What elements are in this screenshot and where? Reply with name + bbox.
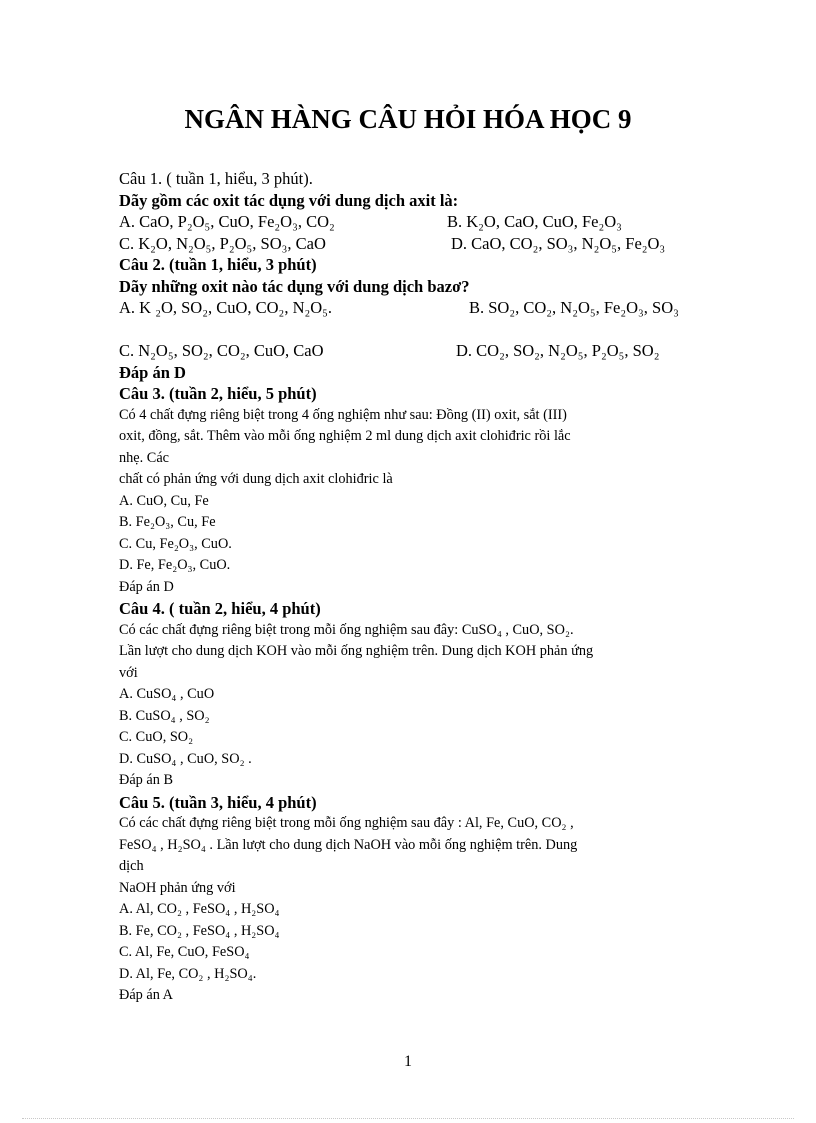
q3-answer: Đáp án D [119, 578, 174, 595]
q1-prompt: Dãy gồm các oxit tác dụng với dung dịch axit là: [119, 190, 459, 210]
q2-option-a: A. K ₂O, SO₂, CuO, CO₂, N₂O₅. [119, 298, 333, 317]
q2-answer: Đáp án D [119, 362, 186, 382]
q4-body-line: với [119, 664, 138, 681]
q4-option-a: A. CuSO₄ , CuO [119, 686, 215, 702]
q5-option-b: B. Fe, CO₂ , FeSO₄ , H₂SO₄ [119, 922, 280, 939]
q4-header: Câu 4. ( tuần 2, hiểu, 4 phút) [119, 599, 321, 618]
q3-body-line: Có 4 chất đựng riêng biệt trong 4 ống nghiệm như sau: Đồng (II) oxit, sắt (III) [119, 406, 567, 423]
q4-option-d: D. CuSO₄ , CuO, SO₂ . [119, 750, 252, 767]
q1-header: Câu 1. ( tuần 1, hiểu, 3 phút). [119, 169, 313, 188]
q2-header: Câu 2. (tuần 1, hiểu, 3 phút) [119, 255, 317, 274]
q4-body-line: Lần lượt cho dung dịch KOH vào mỗi ống nghiệm trên. Dung dịch KOH phản ứng [119, 643, 594, 659]
q4-body-line: Có các chất đựng riêng biệt trong mỗi ống nghiệm sau đây: CuSO₄ , CuO, SO₂. [119, 621, 574, 638]
page-number: 1 [404, 1053, 412, 1070]
q2-option-b-wrap [119, 319, 719, 341]
q2-prompt: Dãy những oxit nào tác dụng với dung dịch bazơ? [119, 276, 470, 296]
q3-header: Câu 3. (tuần 2, hiểu, 5 phút) [119, 384, 317, 403]
q1-option-b: B. K₂O, CaO, CuO, Fe₂O₃ [447, 212, 622, 231]
q4-answer: Đáp án B [119, 772, 173, 788]
q1-option-d: D. CaO, CO₂, SO₃, N₂O₅, Fe₂O₃ [451, 233, 666, 253]
page-edge-divider [22, 1118, 794, 1119]
q3-body-line: oxit, đồng, sắt. Thêm vào mỗi ống nghiệm 2 ml dung dịch axit clohiđric rồi lắc [119, 428, 571, 444]
q5-body-line: FeSO₄ , H₂SO₄ . Lần lượt cho dung dịch NaOH vào mỗi ống nghiệm trên. Dung [119, 836, 578, 853]
q1-option-c: C. K₂O, N₂O₅, P₂O₅, SO₃, CaO [119, 233, 326, 253]
q2-options-row1 [119, 297, 719, 319]
q1-options-row2 [119, 233, 719, 255]
q5-option-d: D. Al, Fe, CO₂ , H₂SO₄. [119, 965, 257, 982]
q5-body-line: NaOH phản ứng với [119, 879, 236, 896]
q5-header: Câu 5. (tuần 3, hiểu, 4 phút) [119, 792, 317, 812]
q5-option-a: A. Al, CO₂ , FeSO₄ , H₂SO₄ [119, 901, 280, 917]
q3-option-a: A. CuO, Cu, Fe [119, 492, 209, 509]
q5-option-c: C. Al, Fe, CuO, FeSO₄ [119, 944, 250, 960]
q2-option-b: B. SO₂, CO₂, N₂O₅, Fe₂O₃, SO₃ [469, 298, 679, 317]
q5-answer: Đáp án A [119, 987, 173, 1003]
q2-option-d: D. CO₂, SO₂, N₂O₅, P₂O₅, SO₂ [456, 341, 660, 360]
page-title: NGÂN HÀNG CÂU HỎI HÓA HỌC 9 [184, 104, 632, 134]
q2-option-c: C. N₂O₅, SO₂, CO₂, CuO, CaO [119, 341, 324, 360]
q3-body-line: chất có phản ứng với dung dịch axit clohiđric là [119, 471, 393, 487]
q4-option-b: B. CuSO₄ , SO₂ [119, 707, 210, 724]
q4-option-c: C. CuO, SO₂ [119, 729, 194, 745]
q3-option-b: B. Fe₂O₃, Cu, Fe [119, 514, 216, 530]
q5-body-line: dịch [119, 858, 144, 874]
q2-options-row2 [119, 340, 719, 362]
q3-option-c: C. Cu, Fe₂O₃, CuO. [119, 535, 232, 552]
q5-body-line: Có các chất đựng riêng biệt trong mỗi ống nghiệm sau đây : Al, Fe, CuO, CO₂ , [119, 815, 574, 831]
q1-option-a: A. CaO, P₂O₅, CuO, Fe₂O₃, CO₂ [119, 212, 335, 231]
q3-option-d: D. Fe, Fe₂O₃, CuO. [119, 557, 231, 573]
question-bank [119, 168, 719, 1007]
q3-body-line: nhẹ. Các [119, 449, 170, 466]
q1-options-row1 [119, 211, 719, 233]
